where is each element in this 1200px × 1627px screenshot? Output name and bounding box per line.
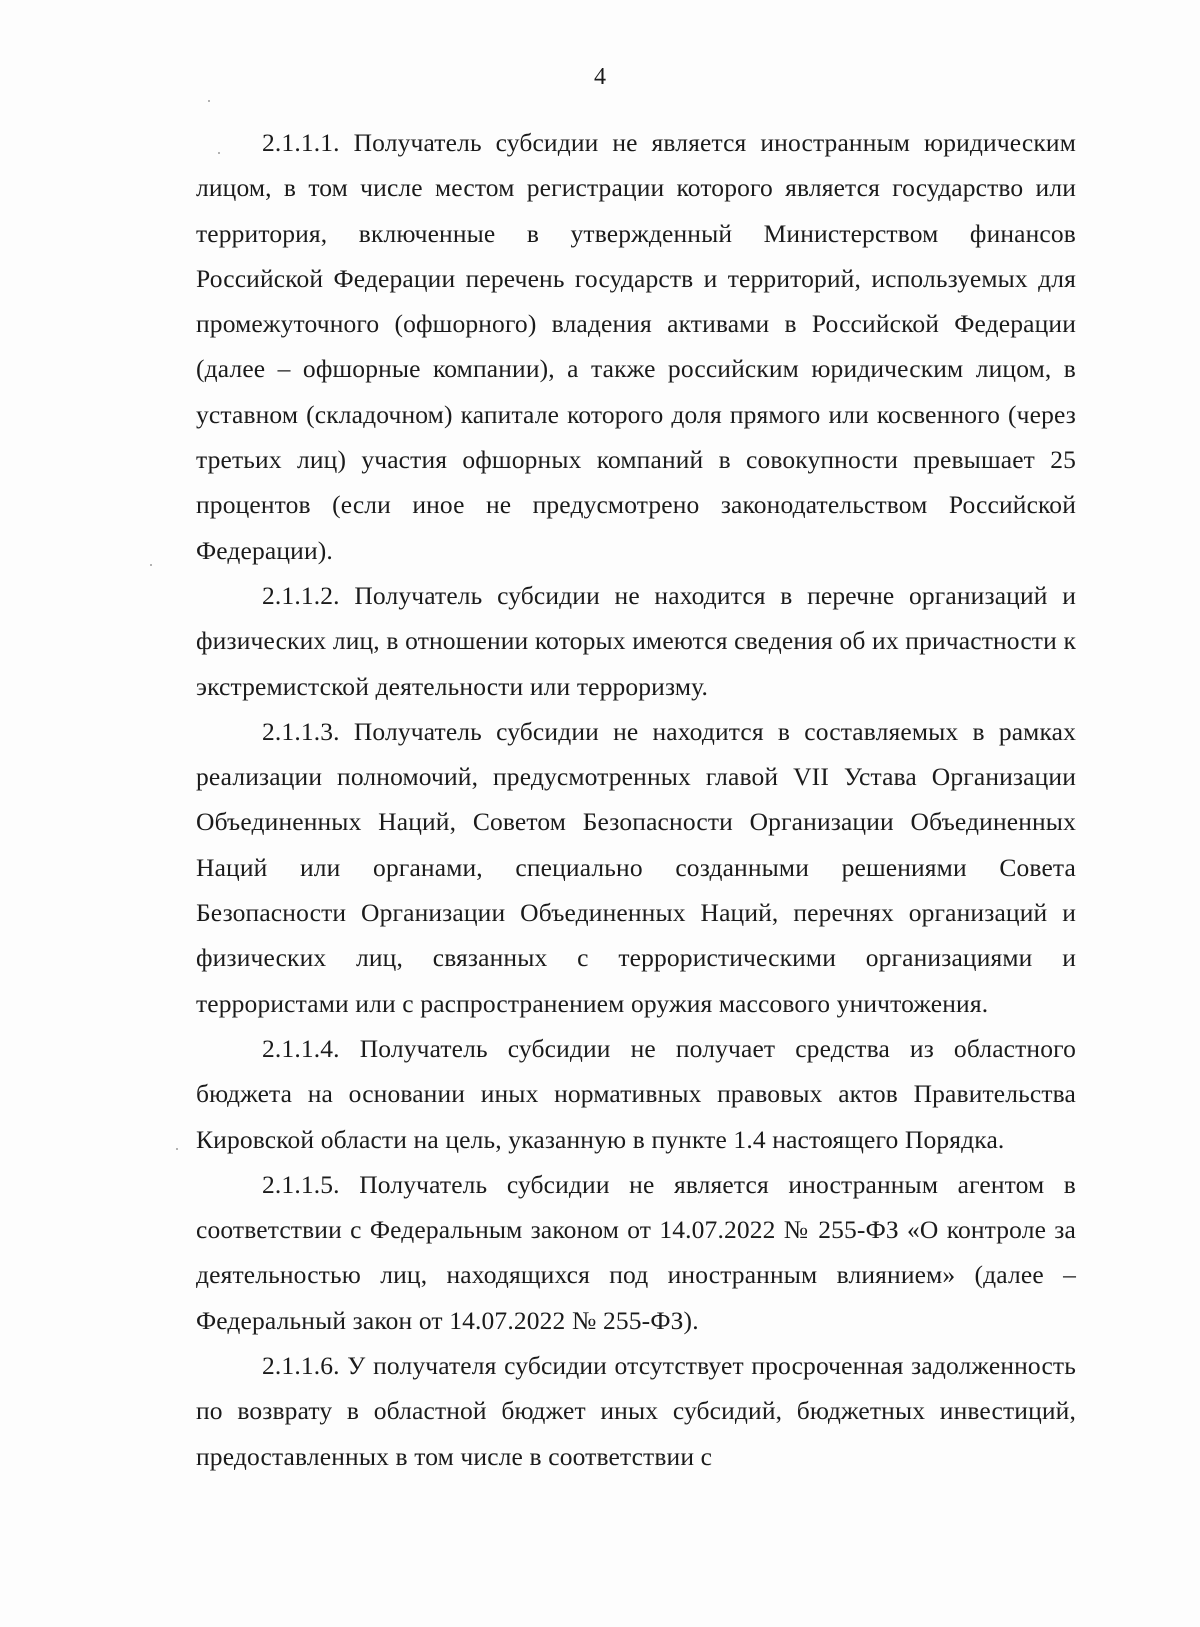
paragraph-2-1-1-5: 2.1.1.5. Получатель субсидии не является иностранным агентом в соответствии с Федеральным законом от 14.07.2022 № 255-ФЗ «О контроле за деятельностью лиц, находящихся под иностранным влиянием» (далее – Федеральный закон от 14.07.2022 № 255-ФЗ). — [196, 1169, 1076, 1335]
scan-speck — [208, 100, 210, 102]
paragraph-2-1-1-6: 2.1.1.6. У получателя субсидии отсутствует просроченная задолженность по возврату в областной бюджет иных субсидий, бюджетных инвестиций, предоставленных в том числе в соответствии с — [196, 1351, 1076, 1471]
scan-speck — [218, 152, 220, 154]
scan-speck — [176, 1148, 178, 1150]
document-body — [196, 120, 1076, 1479]
page-number: 4 — [594, 64, 606, 90]
paragraph-2-1-1-3: 2.1.1.3. Получатель субсидии не находится в составляемых в рамках реализации полномочий, предусмотренных главой VII Устава Организации Объединенных Наций, Советом Безопасности Организации Объединенных Наций или органами, специально созданными решениями Совета Безопасности Организации Объединенных Наций, перечнях организаций и физических лиц, связанных с террористическими организациями и террористами или с распространением оружия массового уничтожения. — [196, 716, 1076, 1018]
scan-speck — [150, 564, 152, 566]
paragraph-2-1-1-2: 2.1.1.2. Получатель субсидии не находится в перечне организаций и физических лиц, в отношении которых имеются сведения об их причастности к экстремистской деятельности или терроризму. — [196, 580, 1076, 701]
paragraph-2-1-1-4: 2.1.1.4. Получатель субсидии не получает средства из областного бюджета на основании иных нормативных правовых актов Правительства Кировской области на цель, указанную в пункте 1.4 настоящего Порядка. — [196, 1033, 1076, 1154]
paragraph-2-1-1-1: 2.1.1.1. Получатель субсидии не является иностранным юридическим лицом, в том числе местом регистрации которого является государство или территория, включенные в утвержденный Министерством финансов Российской Федерации перечень государств и территорий, используемых для промежуточного (офшорного) владения активами в Российской Федерации (далее – офшорные компании), а также российским юридическим лицом, в уставном (складочном) капитале которого доля прямого или косвенного (через третьих лиц) участия офшорных компаний в совокупности превышает 25 процентов (если иное не предусмотрено законодательством Российской Федерации). — [196, 128, 1076, 565]
